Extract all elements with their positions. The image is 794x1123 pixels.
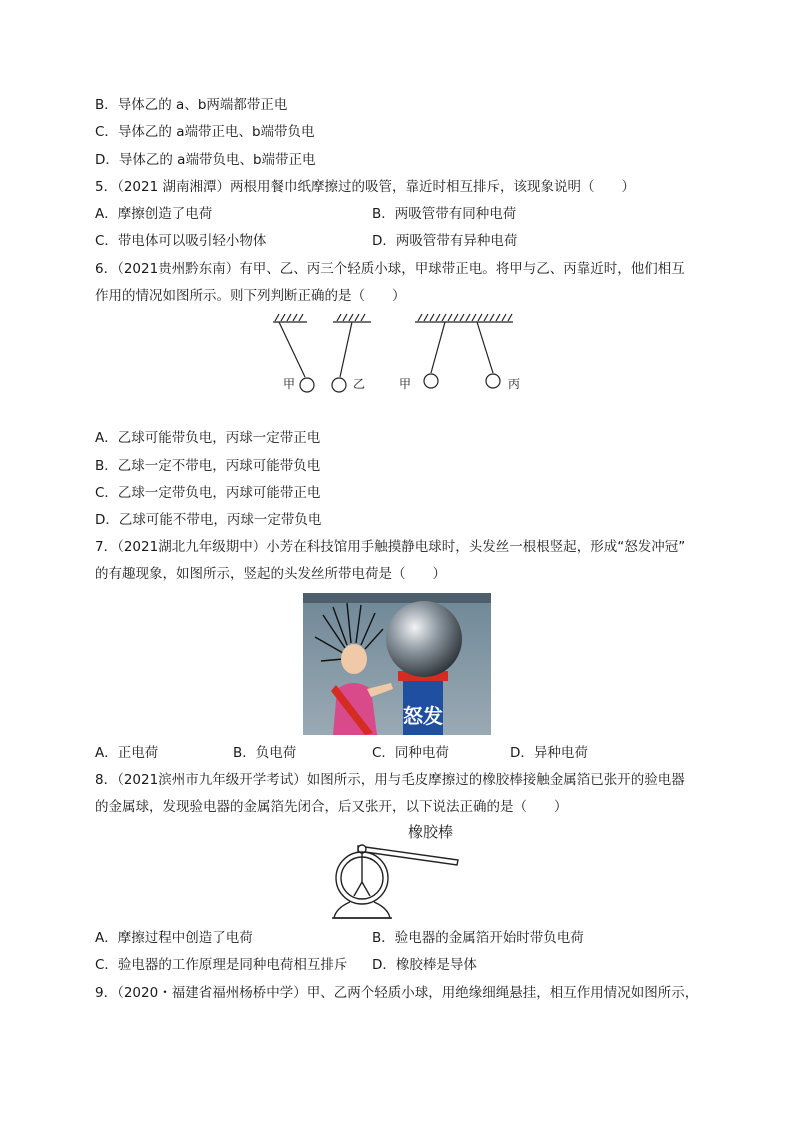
q4-option-b: B．导体乙的 a、b两端都带正电 — [95, 97, 288, 113]
q8-stem-line1: 8．（2021滨州市九年级开学考试）如图所示，用与毛皮摩擦过的橡胶棒接触金属箔已张开的验电器 — [95, 772, 685, 788]
q7-stem-line1: 7．（2021湖北九年级期中）小芳在科技馆用手触摸静电球时，头发丝一根根竖起，形成“怒发冲冠” — [95, 539, 686, 555]
q6-label-jia-1: 甲 — [283, 377, 296, 391]
q7-stem-line2: 的有趣现象，如图所示，竖起的头发丝所带电荷是（ ） — [95, 566, 446, 582]
q5-option-c: C．带电体可以吸引轻小物体 — [95, 233, 267, 249]
q7-option-a: A．正电荷 — [95, 745, 159, 761]
q8-electroscope-figure — [328, 838, 463, 922]
q6-label-bing: 丙 — [508, 377, 521, 391]
q5-option-b: B．两吸管带有同种电荷 — [372, 206, 517, 222]
q6-option-d: D．乙球可能不带电，丙球一定带负电 — [95, 512, 322, 528]
q6-label-yi: 乙 — [353, 377, 366, 391]
q6-option-a: A．乙球可能带负电，丙球一定带正电 — [95, 430, 321, 446]
q5-option-a: A．摩擦创造了电荷 — [95, 206, 213, 222]
q8-option-a: A．摩擦过程中创造了电荷 — [95, 930, 253, 946]
q8-option-d: D．橡胶棒是导体 — [372, 957, 477, 973]
q4-option-c: C．导体乙的 a端带正电、b端带负电 — [95, 124, 315, 140]
q6-stem-line1: 6．（2021贵州黔东南）有甲、乙、丙三个轻质小球，甲球带正电。将甲与乙、丙靠近时，他们相互 — [95, 261, 685, 277]
q8-option-b: B．验电器的金属箔开始时带负电荷 — [372, 930, 584, 946]
q4-option-d: D．导体乙的 a端带负电、b端带正电 — [95, 152, 316, 168]
q5-option-d: D．两吸管带有异种电荷 — [372, 233, 518, 249]
q7-option-d: D．异种电荷 — [510, 745, 588, 761]
q5-stem: 5．（2021 湖南湘潭）两根用餐巾纸摩擦过的吸管，靠近时相互排斥，该现象说明（ ） — [95, 179, 635, 195]
q9-stem: 9．（2020・福建省福州杨桥中学）甲、乙两个轻质小球，用绝缘细绳悬挂，相互作用情况如图所示， — [95, 985, 699, 1001]
q6-option-c: C．乙球一定带负电，丙球可能带正电 — [95, 485, 321, 501]
q8-option-c: C．验电器的工作原理是同种电荷相互排斥 — [95, 957, 348, 973]
q7-option-b: B．负电荷 — [233, 745, 297, 761]
q6-stem-line2: 作用的情况如图所示。则下列判断正确的是（ ） — [95, 288, 406, 304]
q8-rubber-rod-label: 橡胶棒 — [408, 823, 454, 841]
q7-option-c: C．同种电荷 — [372, 745, 449, 761]
q8-stem-line2: 的金属球，发现验电器的金属箔先闭合，后又张开，以下说法正确的是（ ） — [95, 799, 568, 815]
q6-label-jia-2: 甲 — [399, 377, 412, 391]
q7-electrostatic-ball-photo — [303, 593, 491, 735]
q7-stand-text: 怒发 — [403, 704, 443, 728]
q6-option-b: B．乙球一定不带电，丙球可能带负电 — [95, 458, 321, 474]
